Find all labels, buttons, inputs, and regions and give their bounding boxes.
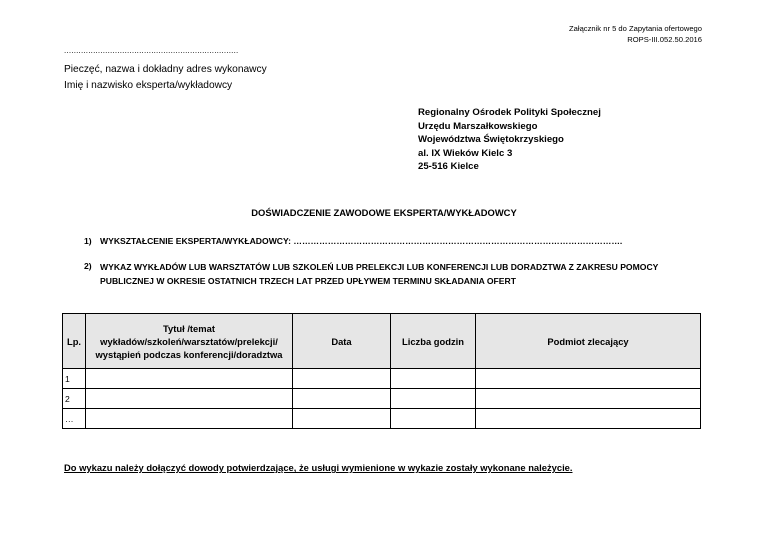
table-header-row [63, 314, 701, 369]
cell-date[interactable] [293, 389, 391, 409]
table-row [63, 409, 701, 429]
cell-lp: … [63, 409, 86, 429]
cell-hours[interactable] [391, 389, 476, 409]
section-experience-line: WYKAZ WYKŁADÓW LUB WARSZTATÓW LUB SZKOLEŃ LUB PRELEKCJI LUB KONFERENCJI LUB DORADZTWA Z ZAKRESU POMOCY [100, 262, 659, 272]
header-title-line: wystąpień podczas konferencji/doradztwa [95, 348, 283, 360]
footer-note: Do wykazu należy dołączyć dowody potwierdzające, że usługi wymienione w wykazie zostały wykonane należycie. [64, 462, 573, 473]
address-line: 25-516 Kielce [418, 161, 479, 173]
header-title-line: Tytuł /temat [163, 322, 215, 334]
document-title: DOŚWIADCZENIE ZAWODOWE EKSPERTA/WYKŁADOWCY [251, 207, 517, 218]
address-line: Regionalny Ośrodek Polityki Społecznej [418, 107, 601, 118]
address-line: Urzędu Marszałkowskiego [418, 120, 538, 132]
cell-lp: 2 [63, 389, 86, 409]
section-experience-line: PUBLICZNEJ W OKRESIE OSTATNICH TRZECH LAT PRZED UPŁYWEM TERMINU SKŁADANIA OFERT [100, 275, 516, 286]
address-line: al. IX Wieków Kielc 3 [418, 147, 513, 159]
cell-hours[interactable] [391, 409, 476, 429]
table-row [63, 389, 701, 409]
header-hours: Liczba godzin [391, 314, 476, 369]
address-line: Województwa Świętokrzyskiego [418, 134, 564, 146]
cell-hours[interactable] [391, 369, 476, 389]
cell-lp: 1 [63, 369, 86, 389]
contractor-stamp-label: Pieczęć, nazwa i dokładny adres wykonawcy [64, 64, 267, 75]
attachment-label: Załącznik nr 5 do Zapytania ofertowego [569, 24, 702, 33]
reference-number: ROPS-III.052.50.2016 [627, 34, 702, 44]
section-education-text: WYKSZTAŁCENIE EKSPERTA/WYKŁADOWCY: ……………………………………………………………………………………………………. [100, 236, 623, 246]
cell-client[interactable] [476, 409, 701, 429]
header-lp: Lp. [63, 314, 86, 369]
header-date: Data [293, 314, 391, 369]
table-row [63, 369, 701, 389]
cell-title[interactable] [86, 409, 293, 429]
cell-date[interactable] [293, 369, 391, 389]
section-number: 1) [84, 236, 92, 246]
cell-client[interactable] [476, 389, 701, 409]
cell-title[interactable] [86, 389, 293, 409]
section-experience-text [100, 261, 658, 288]
experience-table [62, 313, 701, 429]
attachment-header [569, 24, 702, 45]
header-client: Podmiot zlecający [476, 314, 701, 369]
stamp-dotted-line: ........................................................................ [64, 46, 239, 55]
header-title [86, 314, 293, 369]
expert-name-label: Imię i nazwisko eksperta/wykładowcy [64, 80, 233, 91]
header-title-line: wykładów/szkoleń/warsztatów/prelekcji/ [100, 335, 278, 347]
cell-date[interactable] [293, 409, 391, 429]
cell-client[interactable] [476, 369, 701, 389]
recipient-address [418, 106, 601, 174]
cell-title[interactable] [86, 369, 293, 389]
section-number: 2) [84, 261, 92, 271]
